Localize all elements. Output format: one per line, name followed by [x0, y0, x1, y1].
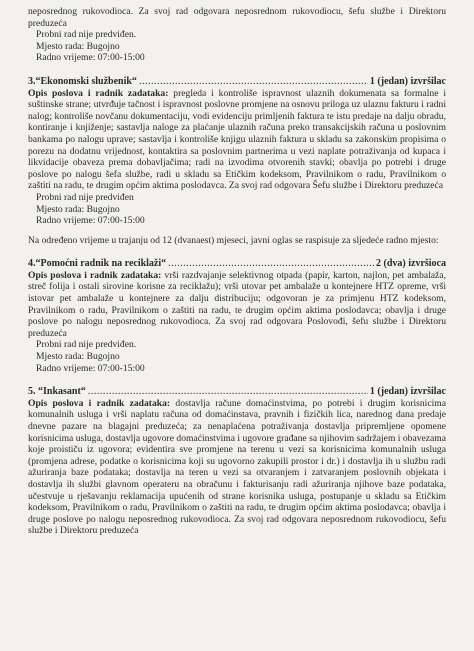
section-3-title: 3.“Ekonomski službenik“: [28, 75, 137, 87]
section-3-lead: Opis poslova i radnik zadataka:: [28, 87, 169, 99]
intro-paragraph: neposrednog rukovodioca. Za svoj rad odgovara neposrednom rukovodiocu, šefu službe i Direktoru preduzeća: [28, 6, 446, 29]
section-4-hours: Radno vrijeme: 07:00-15:00: [36, 362, 145, 374]
intro-probation: Probni rad nije predviđen.: [36, 29, 137, 41]
section-5-description: [28, 398, 446, 537]
section-5-body: dostavlja račune domaćinstvima, po potrebi i drugim korisnicima komunalnih usluga i vrši naplatu računa od domaćinstava, pravnih i fizičkih lica, narednog dana predaje dnevne pazare na blagajni preduzeća; za nenaplaćena potraživanja dostavlja pripremljene opomene korisnicima usluga, dostavlja ugovore domaćinstvima i ugovore građane sa njihovim sadržajem i obavezama koje proističu iz ugovora; evidentira sve promjene na terenu u vezi sa korisnicima komunalnih usluga (promjena adrese, podatke o korisnicima koji su ugovorno zakupili prostor i dr.) i dostavlja ih u službu radi ažuriranja baze podataka; dostavlja na teren u vezi sa otvaranjem i zatvaranjem poslovnih objekata i dostavlja ih službi glavnom operateru na obračunu i fakturisanju radi ažuriranja njihove baze podataka, učestvuje u rješavanju reklamacija upućenih od strane korisnika usluga, postupanje u skladu sa Etičkim kodeksom, Pravilnikom o radu, Pravilnikom o zaštiti na radu, te drugim općim aktima poslodavca; obavlja i druge poslove po nalogu neposrednog rukovodioca. Za svoj rad odgovara neposrednom rukovodiocu, šefu službe i Direktoru preduzeća: [28, 397, 447, 537]
section-3-hours: Radno vrijeme: 07:00-15:00: [36, 215, 145, 227]
leader-dots: [88, 386, 368, 398]
section-3-description: [28, 88, 446, 192]
section-3-body: pregleda i kontroliše ispravnost ulaznih dokumenata sa formalne i suštinske strane; utvrđuje tačnost i ispravnost poslovne promjene na osnovu priloga uz ulaznu fakturu i radni nalog; kontroliše novčanu dokumentaciju, vodi evidenciju primljenih faktura te istu predaje na dalju obradu, kontiranje i knjiženje; sastavlja naloge za plaćanje ulaznih računa preko transakcijskih računa u poslovnim bankama po nalogu uprave; sastavlja i kontroliše knjigu ulaznih faktura u skladu sa zakonskim propisima o porezu na dodatnu vrijednost, kontaktira sa poslovnim partnerima u vezi naplate potraživanja od kupaca i likvidacije obaveza prema dobavljačima; radi na izvodima otvorenih stavki; obavlja po potrebi i druge poslove po nalogu šefa službe, radi u skladu sa Etičkim kodeksom, Pravilnikom o radu, Pravilnikom o zaštiti na radu, te drugim općim aktima poslodavca. Za svoj rad odgovara Šefu službe i Direktoru preduzeća: [28, 87, 446, 192]
leader-dots: [139, 76, 368, 88]
section-4-body: vrši razdvajanje selektivnog otpada (papir, karton, najlon, pet ambalaža, streč folija i ostali sirovine korisne za reciklažu); vrši utovar pet ambalaže u kontejnere HTZ opreme, vrši istovar pet ambalaže u kontejnere za dalju distribuciju; odgovoran je za primjenu HTZ kodeksom, Pravilnikom o radu, Pravilnikom o zaštiti na radu, te drugim općim aktima poslodavca; obavlja i druge poslove po nalogu neposrednog rukovodioca. Za svoj rad odgovara Poslovođi, šefu službe i Direktoru preduzeća: [28, 269, 446, 339]
section-4-title: 4.“Pomoćni radnik na reciklaži“: [28, 258, 167, 270]
fixed-term-notice: Na određeno vrijeme u trajanju od 12 (dvanaest) mjeseci, javni oglas se raspisuje za sljedeće radno mjesto:: [28, 234, 439, 246]
section-3-count: 1 (jedan) izvršilac: [369, 75, 446, 87]
section-3-probation: Probni rad nije predviđen: [36, 191, 134, 203]
section-5-lead: Opis poslova i radnik zadataka:: [28, 397, 171, 409]
leader-dots: [168, 258, 374, 270]
section-5-title: 5. “Inkasant“: [28, 386, 86, 398]
intro-location: Mjesto rada: Bugojno: [36, 40, 120, 52]
section-4-count: 2 (dva) izvršioca: [376, 258, 446, 270]
section-4-location: Mjesto rada: Bugojno: [36, 351, 120, 363]
section-5-count: 1 (jedan) izvršilac: [369, 386, 446, 398]
section-3-heading: [28, 76, 446, 88]
section-4-description: [28, 270, 446, 340]
section-4-heading: [28, 258, 446, 270]
section-4-probation: Probni rad nije predviđen.: [36, 339, 137, 351]
section-3-location: Mjesto rada: Bugojno: [36, 203, 120, 215]
intro-hours: Radno vrijeme: 07:00-15:00: [36, 52, 145, 64]
section-4-lead: Opis poslova i radnik zadataka:: [28, 269, 162, 281]
section-5-heading: [28, 386, 446, 398]
